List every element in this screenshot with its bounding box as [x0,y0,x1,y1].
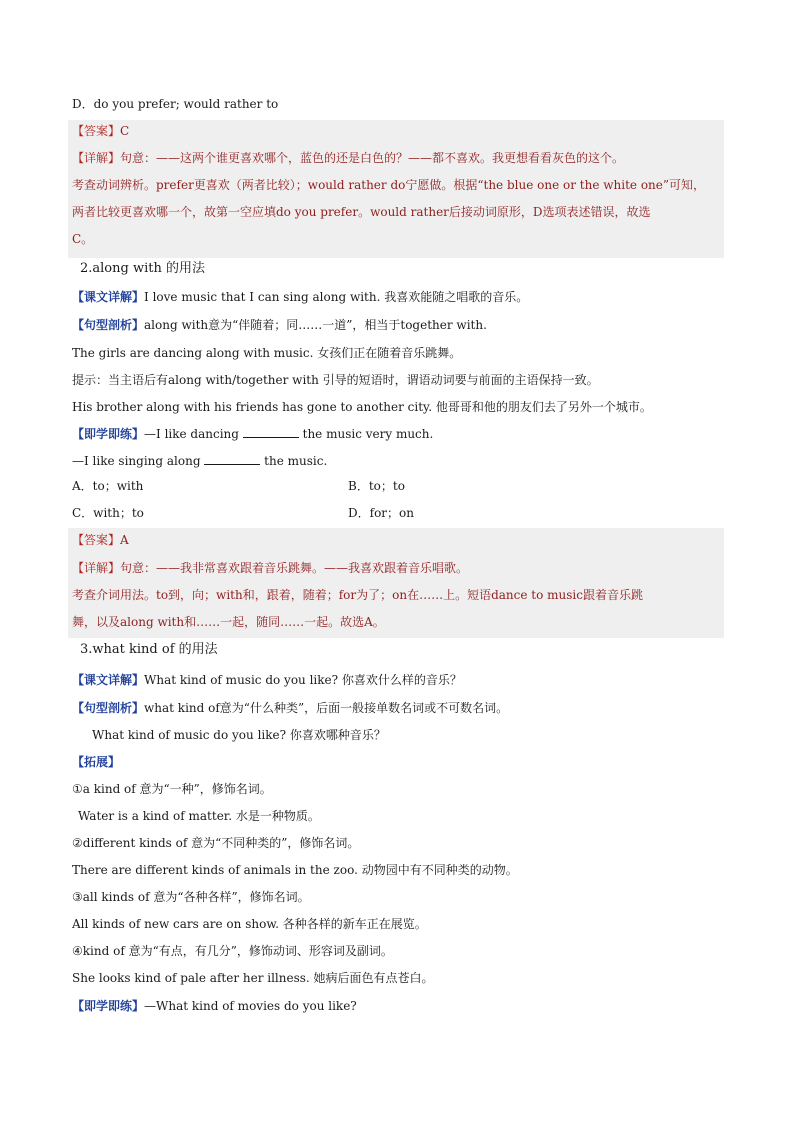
option-d[interactable]: D．for；on [348,506,414,520]
kewen-text: What kind of music do you like? 你喜欢什么样的音乐？ [144,673,462,687]
tuozhan-tag: 【拓展】 [72,755,121,769]
point-2: ②different kinds of 意为“不同种类的”，修饰名词。 [72,836,360,850]
point-3: ③all kinds of 意为“各种各样”，修饰名词。 [72,890,310,904]
question-text: the music. [264,454,328,468]
answer-tag: 【答案】 [72,533,121,547]
question-text: —I like dancing [144,427,239,441]
exercise-line-2 [72,453,327,469]
tuozhan-line [72,754,120,770]
explain-line-1 [72,560,468,576]
point-1-example: Water is a kind of matter. 水是一种物质。 [78,809,320,823]
question-text: the music very much. [302,427,434,441]
explain-line-2: 考查动词辨析。prefer更喜欢（两者比较）；would rather do宁愿做。根据“the blue one or the white one”可知， [72,178,706,192]
kewen-tag: 【课文详解】 [72,290,145,304]
juxing-text: along with意为“伴随着；同……一道”，相当于together with. [144,318,487,332]
kewen-line-3 [72,672,462,688]
exercise-line-1 [72,426,433,442]
kewen-tag: 【课文详解】 [72,673,145,687]
juxing-line-2 [72,317,487,333]
kewen-line-2 [72,289,528,305]
explain-text: 句意：——这两个谁更喜欢哪个，蓝色的还是白色的？——都不喜欢。我更想看看灰色的这个。 [120,151,625,165]
explain-line-3: 舞，以及along with和……一起，随同……一起。故选A。 [72,615,385,629]
example-line: His brother along with his friends has gone to another city. 他哥哥和他的朋友们去了另外一个城市。 [72,400,652,414]
question-text: —I like singing along [72,454,201,468]
answer-value: C [120,124,130,138]
juxing-text: what kind of意为“什么种类”，后面一般接单数名词或不可数名词。 [144,701,509,715]
point-4-example: She looks kind of pale after her illness. 她病后面色有点苍白。 [72,971,434,985]
answer-line-1 [72,123,129,139]
explain-line-3: 两者比较更喜欢哪一个，故第一空应填do you prefer。would rather后接动词原形，D选项表述错误，故选 [72,205,651,219]
answer-blank[interactable] [243,426,299,438]
example-line: The girls are dancing along with music. 女孩们正在随着音乐跳舞。 [72,346,462,360]
explain-text: 句意：——我非常喜欢跟着音乐跳舞。——我喜欢跟着音乐唱歌。 [120,561,469,575]
answer-line-2 [72,532,129,548]
point-4: ④kind of 意为“有点，有几分”，修饰动词、形容词及副词。 [72,944,393,958]
explain-line-1 [72,150,624,166]
kewen-text: I love music that I can sing along with. 我喜欢能随之唱歌的音乐。 [144,290,529,304]
answer-value: A [120,533,129,547]
juxing-line-3 [72,700,508,716]
juxing-tag: 【句型剖析】 [72,701,145,715]
point-1: ①a kind of 意为“一种”，修饰名词。 [72,782,272,796]
point-2-example: There are different kinds of animals in the zoo. 动物园中有不同种类的动物。 [72,863,518,877]
explain-line-4: C。 [72,232,94,246]
option-d: D．do you prefer; would rather to [72,97,279,111]
option-b[interactable]: B．to；to [348,479,405,493]
exercise-line-3 [72,998,357,1014]
tip-line: 提示：当主语后有along with/together with 引导的短语时，谓语动词要与前面的主语保持一致。 [72,373,599,387]
explain-tag: 【详解】 [72,561,121,575]
example-line: What kind of music do you like? 你喜欢哪种音乐？ [92,728,386,742]
section-heading-3: 3.what kind of 的用法 [80,642,218,657]
option-c[interactable]: C．with；to [72,506,144,520]
answer-tag: 【答案】 [72,124,121,138]
option-a[interactable]: A．to；with [72,479,144,493]
point-3-example: All kinds of new cars are on show. 各种各样的新车正在展览。 [72,917,427,931]
explain-line-2: 考查介词用法。to到，向；with和，跟着，随着；for为了；on在……上。短语dance to music跟着音乐跳 [72,588,643,602]
juxing-tag: 【句型剖析】 [72,318,145,332]
answer-blank[interactable] [204,453,260,465]
lian-tag: 【即学即练】 [72,999,145,1013]
question-text: —What kind of movies do you like? [144,999,357,1013]
section-heading-2: 2.along with 的用法 [80,261,205,276]
lian-tag: 【即学即练】 [72,427,145,441]
explain-tag: 【详解】 [72,151,121,165]
